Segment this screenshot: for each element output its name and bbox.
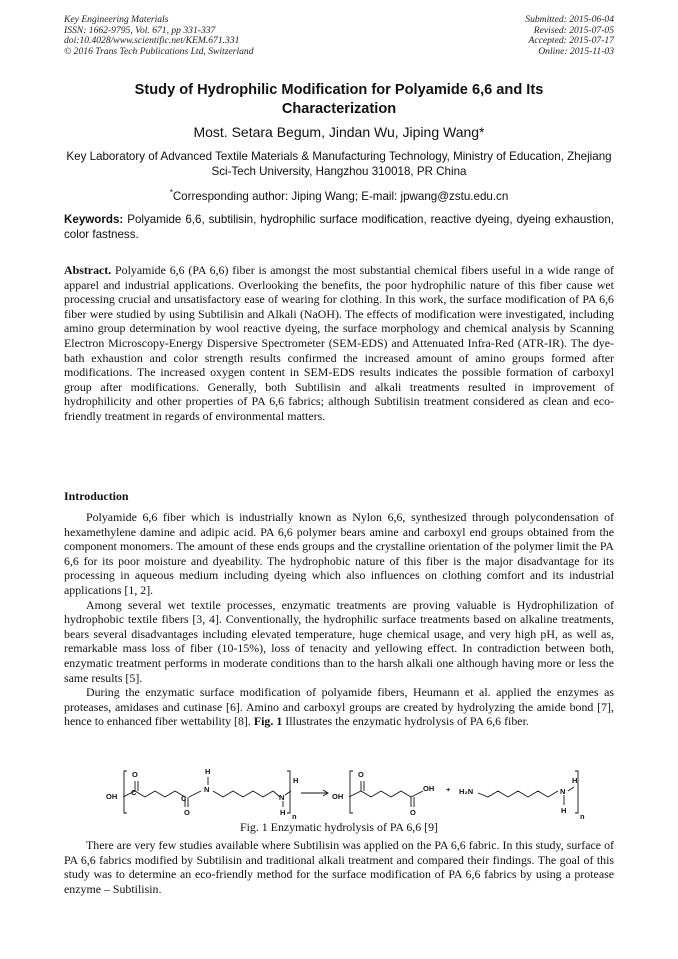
label-subscript-n-1: n bbox=[292, 812, 297, 821]
label-oxygen-4: O bbox=[410, 808, 416, 817]
doi: doi:10.4028/www.scientific.net/KEM.671.331 bbox=[64, 35, 240, 47]
label-hydrogen-3: H bbox=[293, 776, 299, 785]
dates-info bbox=[525, 15, 614, 57]
label-oh-2: OH bbox=[332, 792, 344, 801]
label-plus: + bbox=[446, 785, 451, 794]
intro-p3-b: Illustrates the enzymatic hydrolysis of PA 6,6 fiber. bbox=[285, 714, 529, 729]
abstract bbox=[64, 263, 614, 424]
label-oxygen-2: O bbox=[184, 808, 190, 817]
label-hydrogen-2: H bbox=[280, 808, 286, 817]
abstract-text: Polyamide 6,6 (PA 6,6) fiber is amongst the most substantial chemical fibers useful in a wide range of apparel and industrial applications. Overlooking the benefits, the poor hydrophilic nature of this fiber cause wet processing crucial and unsatisfactory ease of wearing for clothing. In this work, the surface modification of PA 6,6 fiber were studied by using Subtilisin and Alkali (NaOH). The effects of modification were investigated, including amino group determination by wool reactive dyeing, the surface morphology and chemical analysis by Scanning Electron Microscopy-Energy Dispersive Spectrometer (SEM-EDS) and Attenuated Infra-Red (ATR-IR). The dye-bath exhaustion and color strength results confirmed the increased amount of amino groups formed after modifications. The increased oxygen content in SEM-EDS results indicates the possible formation of carboxyl group after modifications. Generally, both Subtilisin and alkali treatments resulted in improvement of hydrophilicity and other properties of PA 6,6 fabrics; although Subtilisin treatment considered as clean and eco-friendly treatment in regards of environmental matters. bbox=[64, 263, 614, 423]
keywords-text: Polyamide 6,6, subtilisin, hydrophilic surface modification, reactive dyeing, dyeing exhaustion, color fastness. bbox=[64, 213, 614, 241]
intro-p3-a: During the enzymatic surface modification of polyamide fibers, Heumann et al. applied the enzymes as proteases, amidases and cutinase [6]. Amino and carboxyl groups are created by hydrolyzing the amide bond [7], hence to enhanced fiber wettability [8]. bbox=[64, 685, 614, 729]
journal-info bbox=[64, 15, 254, 57]
corresponding-mark: * bbox=[169, 188, 173, 197]
label-oh-1: OH bbox=[106, 792, 118, 801]
online-date: Online: 2015-11-03 bbox=[538, 45, 614, 57]
hydrolysis-scheme bbox=[105, 757, 585, 825]
label-h2n: H₂N bbox=[459, 787, 474, 796]
after-figure-body bbox=[64, 838, 614, 896]
figure-caption: Fig. 1 Enzymatic hydrolysis of PA 6,6 [9] bbox=[239, 820, 439, 834]
introduction-heading: Introduction bbox=[64, 489, 129, 503]
intro-paragraph-2: Among several wet textile processes, enzymatic treatments are proving valuable is Hydrophilization of hydrophobic textile fibers [3, 4]. Conventionally, the hydrophilic surface treatments based on alkaline treatments, bears several disadvantages including elevated temperature, huge chemical usage, and very high pH, as well as, remarkable mass loss of fiber (10-15%), loss of tenacity and yellowing effect. In contradiction between both, enzymatic treatment performs in moderate conditions than to the harsh alkali one although having more or less the same results [5]. bbox=[64, 597, 614, 685]
label-hydrogen-5: H bbox=[572, 776, 578, 785]
label-nitrogen-1: N bbox=[204, 785, 210, 794]
label-oxygen-1: O bbox=[132, 770, 138, 779]
keywords-label: Keywords: bbox=[64, 213, 124, 226]
label-oh-3: OH bbox=[423, 784, 435, 793]
after-figure-paragraph: There are very few studies available where Subtilisin was applied on the PA 6,6 fabric. In this study, surface of PA 6,6 fabrics modified by Subtilisin and traditional alkali treatment and compared their findings. The goal of this study was to determine an eco-friendly method for the surface modification of PA 6,6 fabrics by using a protease enzyme – Subtilisin. bbox=[64, 838, 614, 896]
revised-date: Revised: 2015-07-05 bbox=[533, 24, 614, 36]
issn: ISSN: 1662-9795, Vol. 671, pp 331-337 bbox=[64, 24, 216, 36]
intro-paragraph-3 bbox=[64, 685, 614, 729]
accepted-date: Accepted: 2015-07-17 bbox=[528, 35, 614, 47]
copyright: © 2016 Trans Tech Publications Ltd, Switzerland bbox=[64, 45, 254, 57]
keywords bbox=[64, 212, 614, 242]
introduction-body bbox=[64, 510, 614, 729]
label-subscript-n-2: n bbox=[580, 812, 585, 821]
submitted-date: Submitted: 2015-06-04 bbox=[525, 14, 614, 25]
label-hydrogen-1: H bbox=[205, 767, 211, 776]
corresponding-text: Corresponding author: Jiping Wang; E-mail: jpwang@zstu.edu.cn bbox=[172, 189, 509, 203]
authors: Most. Setara Begum, Jindan Wu, Jiping Wang* bbox=[193, 124, 485, 140]
label-hydrogen-4: H bbox=[561, 806, 567, 815]
label-carbon-1: C bbox=[131, 788, 137, 797]
journal-name: Key Engineering Materials bbox=[64, 14, 169, 25]
abstract-label: Abstract. bbox=[64, 263, 112, 277]
label-nitrogen-2: N bbox=[279, 793, 285, 802]
label-nitrogen-3: N bbox=[560, 787, 566, 796]
paper-title: Study of Hydrophilic Modification for Polyamide 6,6 and Its Characterization bbox=[134, 82, 544, 117]
label-oxygen-3: O bbox=[358, 770, 364, 779]
affiliation: Key Laboratory of Advanced Textile Materials & Manufacturing Technology, Ministry of Education, Zhejiang Sci-Tech University, Hangzhou 310018, PR China bbox=[66, 150, 612, 178]
figure-reference: Fig. 1 bbox=[253, 714, 283, 729]
corresponding-author bbox=[64, 185, 614, 204]
label-carbon-2: C bbox=[181, 794, 187, 803]
intro-paragraph-1: Polyamide 6,6 fiber which is industrially known as Nylon 6,6, synthesized through polycondensation of hexamethylene damine and adipic acid. PA 6,6 polymer bears amine and carboxyl end groups obtained from the component monomers. The amount of these ends groups and the crystalline orientation of the polymer limit the PA 6,6 for its poor moisture and dyeability. The hydrophobic nature of this fiber is the major disadvantage for its processing in aqueous medium including dyeing which also influences on clothing comfort and its industrial applications [1, 2]. bbox=[64, 510, 614, 597]
